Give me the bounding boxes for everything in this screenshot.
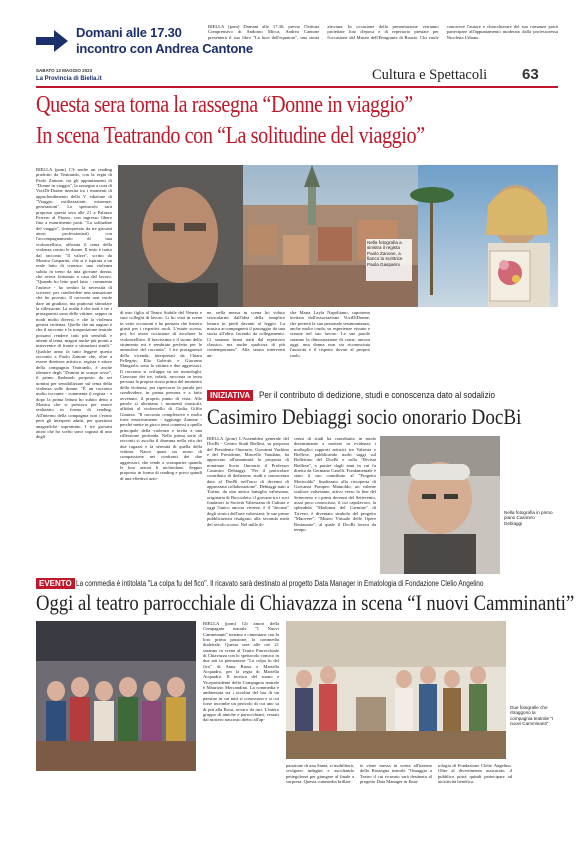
third-kicker: La commedia è intitolata "La colpa fu del fico". Il ricavato sarà destinato al progetto Data Manager in Ematologia di Fondazione Clelio Angelino (76, 579, 484, 588)
banner-title-line2: incontro con Andrea Cantone (76, 41, 253, 56)
second-col-1: BIELLA (pom) L'Assemblea generale del DocBi - Centro Studi Biellesi, su proposta del Presidente Onorario, Giovanni Vachino e del Presidente, Marcello Vaudano, ha approvato all'unanimità la proposta di nominare Socio Onorario il Professor Casimiro Debiaggi. "Per il particolare contributo di dedizione, studi e conoscenza dato al DocBi nell'arco di decenni di apprezzata collaborazione". Debiaggi nato a Torino, da una antica famiglia valsesiana, originaria di Boccioleto, il giovane tra i soci fondatori la Società Valsesiana di Cultura e oggi l'unico ancora vivente, è il "decano" degli storici dell'arte valsesiani: le sue prime pubblicazioni risalgono alla seconda metà del secolo scorso. Nel mille di- (207, 436, 289, 527)
third-col-4: tologia di Fondazione Clelio Angelino. Oltre al divertimento assicurato, il pubblico potrà quindi partecipare ad un'attività benefica. (438, 763, 512, 785)
third-col-3: te viene messa in scena all'interno della Rassegna teatrale "Omaggio a Teatro il cui ricavato sarà destinato al progetto Data Manager in Ema- (360, 763, 432, 785)
second-col-2: cenni di studi ha contribuito in modo determinante a mettere in evidenza i molteplici rapporti artistici tra Valsesia e Biellese, pubblicando molti saggi sul Bollettino del DocBi e sulla "Rivista Biellese", a partire dagli anni in cui fu diretta da Germano Caselli. Fondamentale è stato il suo contributo al "Progetto Motivoldo" finalizzato alla riscoperta di Giovanni Pompeo Mainoldo, un valente scultore valsesiano, attivo verso la fine del Settecento e i primi decenni del Settecento, assai poco conosciuto, il cui capolavoro, la splendida "Madonna del Carmine" di Trivero, è diventato simbolo del progetto "Muovere", "Museo Virtuale delle Opere Restaurate", al quale il DocBi lavora da tempo. (294, 436, 376, 532)
third-photo-right (286, 621, 506, 759)
masthead-paper: La Provincia di Biella.it (36, 76, 102, 82)
lead-col-3: ne, nella messa in scena ho voluto svincolarmi dall'idea della semplice lettura in piedi davanti al leggio. La musica accompagnerà il passaggio da una storia all'altra, facendo da collegamento. Ci saranno brani tratti dal repertorio classico, ma anche qualcosa di più contemporaneo". Alla serata interverrà an- (207, 310, 285, 358)
second-photo (380, 436, 500, 574)
lead-col-1: BIELLA (pom) C'è anche un reading prodotto da Teatrando, con la regia di Paolo Zanone, tra gli appuntamenti di "Donne in viaggio", la rassegna a cura di VociDi-Donne inserita tra i momenti di approfondimento della V edizione di "Viaggio, ostilizzazioni, esistenze, generazioni". Lo spettacolo sarà proposto questa sera alle 21 a Palazzo Ferrero al Piazzo, con ingresso libero fino a esaurimento posti. "La solitudine del viaggio", (interpretato da tre giovani attori professionisti) con l'accompagnamento di una violoncellista, affronta il tema della violenza contro le donne. Il testo è tratto dal racconto "Il valzer", scritto da Monica Gasparini, che si è ispirata a un reale fatto di cronaca: una violenza subita in treno da una giovane donna, che aveva fortunato a casa dal lavoro. "Quando ho letto quel fatto - commenta l'autrice - ho sentito la necessità di scrivere, per condividere una sensazione che ho provato. Il racconto non vuole dare un giudizio, ma piuttosto stimolare la riflessione. La realtà è che tutti e tre i protagonisti sono delle vittime, seppur in modi molto diversi, e che la violenza genera violenza. Quello che mi auguro è che il racconto e la trasposizione teatrale possano rendere tutti più sensibili e attenti al tema, magari anche più pronti a intervenire di fronte a situazioni simili." Qualche anno fa tutto leggere questo racconto a Paolo Zanone che, oltre a essere direttore artistico, regista e attore della compagnia Teatrando, è anche ideatore degli "Domini in scarpe rosse", il primo flashmob proposto da sei uomini per sensibilizzare sul tema della violenza sulle donne. "È un racconto molto toccante - commenta il regista - e dopo la prima lettura ho subito detto a Monica che si prestava per essere realizzato in forma di reading. All'interno della compagnia non c'erano però gli interpreti adatti, per questioni anagrafiche soprattutto. I tre giovani attori che ho scelto sono cognati di uno degli (36, 167, 112, 440)
second-kicker-label: INIZIATIVA (207, 390, 253, 401)
second-headline: Casimiro Debiaggi socio onorario DocBi (207, 404, 522, 429)
third-headline: Oggi al teatro parrocchiale di Chiavazza in scena “I nuovi Camminanti” (36, 590, 575, 615)
third-kicker-row (36, 578, 558, 590)
lead-col-2: di mio figlio al Teatro Stabile del Veneto e suoi colleghi di lavoro. Li ho visti in scena in varie occasioni e ho pensato che fossero giusti per i rispettivi ruoli. L'estate scorsa, poi, ho avuto occasione di ascoltare la violoncellista. Il bravissima e il suono dello strumento mi è sembrato perfetto per le atmosfere del racconto". I tre protagonisti della vicenda, interpretati da Chiara Pellegrin, Elia Galeotti e Giacomo Mangiola, sono la vittima e due aggressori. Il racconto si sviluppa su sei monologhi. Ciascuno dei tre, infatti, racconta in terza persona la propria storia prima del momento della violenza, poi ripercorre la purula per condividere, in prima persona e a fatto avvenuto, il proprio punto di vista. Alle parole si alternano i momenti musicali, affidati al violoncello di Giulia Giffio Gianera. "Il racconto complessivo e molto forte emotivamente - aggiunge Zanone - perché mette in gioco temi connessi a quello principale della violenza e invita a una riflessione profonda. Nella prima serie di racconti si ascolta il dramma nella vita dei due ragazzi e la serenità di quella della vittima. Nasce quasi un senso di compassione nei confronti dei due aggressori, che tende a scomparire quando le loro azioni li inchiodano. Seppur proposto in forma di reading e privo quindi di una effettiva azio- (120, 310, 202, 481)
third-photo-left (36, 621, 196, 771)
third-col-1: BIELLA (pom) Gli amori della Compagnia teatrale "I Nuovi Camminanti" tornano a cimentarsi con la loro prima passione, la commedia dialettale. Questa sera alle ore 21 saranno in scena al Teatro Parrocchiale di Chiavazza con lo spettacolo comico in due atti in piemontese "La colpa fu del fico" di Anna Brusa e Mariella Acquadro, per la regia di Mariella Acquadro. Il tecnico del suono e Vicepresidente della Compagnia teatrale è Maurizio Mercandino. La commedia è ambientata tra i tavolini del bar di un paesino in cui tutti si conoscono e si cui forse incombe un pericolo di cui uno sa di più alla Rosa, avvaro da turi. L'intero gruppo di amiche e parrocchiani, vessati dal mistero nascosto dietro all'ap- (203, 621, 279, 723)
second-kicker-row (207, 390, 558, 402)
arrow-icon (36, 30, 68, 52)
lead-headline-1: Questa sera torna la rassegna “Donne in viaggio” (36, 92, 413, 118)
third-col-2: parizione di una Santa, si mobiliterà, svolgono indagini e ascoltando pettegolezzi per giungere al finale a sorpresa. Questa commedia brillan- (286, 763, 354, 785)
masthead-date: SABATO 13 MAGGIO 2023 (36, 68, 93, 73)
top-banner (36, 22, 558, 58)
page-number: 63 (522, 66, 539, 83)
masthead-rule (36, 86, 558, 88)
second-photo-caption: Nella fotografia in primo piano Casimiro Debiaggi (504, 510, 553, 526)
third-kicker-label: EVENTO (36, 578, 75, 589)
lead-headline-2: In scena Teatrando con “La solitudine del viaggio” (36, 123, 425, 149)
lead-photo (118, 165, 558, 307)
third-photo-caption: Due fotografie che ritraggono la compagnia teatrale "I nuovi Camminanti" (510, 705, 554, 727)
banner-text: BIELLA (pom) Domani alle 17.30, presso l'Istituto Comprensivo di Andorno Micca, Andrea Cantone presenterà il suo libro "La luce dell'equatore", una storia africana. In occasione della presentazione verranno proiettate foto d'epoca e di repertorio prestate per l'occasione dal Museo dell'Emigrante di Roasio. Chi vuole conoscere l'autore e chiacchierare del suo romanzo potrà partecipare all'appuntamento moderato dalla professoressa Nicoletta Urbano. (208, 24, 558, 40)
second-kicker: Per il contributo di dedizione, studi e conoscenza dato al sodalizio (259, 390, 495, 400)
lead-photo-caption: Nella fotografia a sinistra il regista Paolo Zanone, a fianco la scrittrice Paola Gasparini (366, 239, 412, 281)
lead-col-4: che Marta Layla Napolitano, capotreno invitata dall'associazione VociDiDonne, che porterà la sua personale testimonianza, anche molto cruda, su esperienze vissute e vissute nel suo lavoro. Le sue parole saranno la dimostrazione di come, ancora oggi, una donna non sia riconosciuta l'autorità e il rispetto dovuti al proprio ruolo. (290, 310, 370, 358)
banner-title-line1: Domani alle 17.30 (76, 25, 182, 40)
section-title: Cultura e Spettacoli (372, 67, 488, 83)
